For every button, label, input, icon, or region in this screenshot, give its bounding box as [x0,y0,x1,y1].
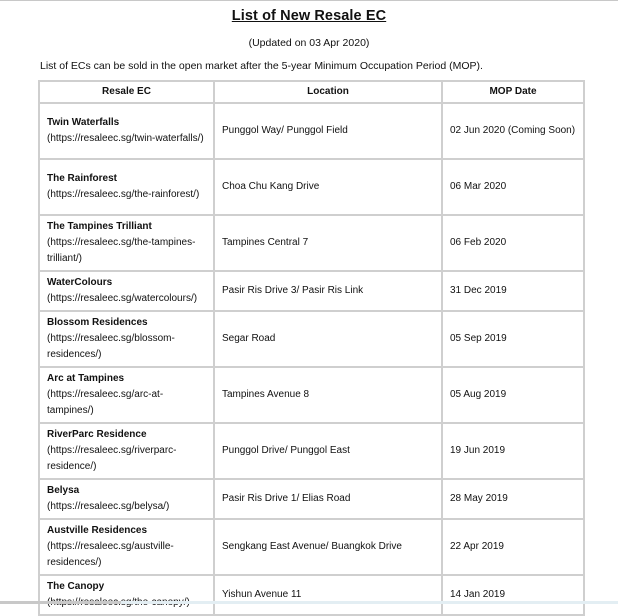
ec-name: The Rainforest [47,173,118,184]
ec-cell [39,271,214,311]
ec-link[interactable]: (https://resaleec.sg/the-tampines-trilliant/) [47,237,196,264]
page-title: List of New Resale EC [231,8,387,24]
mop-date-cell: 19 Jun 2019 [442,423,584,479]
table-row [39,575,584,615]
mop-date-cell: 05 Aug 2019 [442,367,584,423]
ec-cell [39,159,214,215]
ec-link[interactable]: (https://resaleec.sg/blossom-residences/) [47,333,175,360]
table-row [39,103,584,159]
location-cell: Yishun Avenue 11 [214,575,442,615]
ec-name: The Tampines Trilliant [47,221,152,232]
ec-cell [39,519,214,575]
table-row [39,423,584,479]
ec-name: WaterColours [47,277,113,288]
ec-link[interactable]: (https://resaleec.sg/austville-residences/) [47,541,174,568]
ec-name: Blossom Residences [47,317,148,328]
ec-cell [39,215,214,271]
location-cell: Segar Road [214,311,442,367]
location-cell: Choa Chu Kang Drive [214,159,442,215]
resale-ec-table [38,80,585,616]
mop-date-cell: 05 Sep 2019 [442,311,584,367]
ec-name: Austville Residences [47,525,148,536]
ec-cell [39,103,214,159]
table-row [39,519,584,575]
ec-cell [39,575,214,615]
mop-date-cell: 31 Dec 2019 [442,271,584,311]
ec-link[interactable]: (https://resaleec.sg/riverparc-residence/) [47,445,177,472]
table-row [39,479,584,519]
ec-link[interactable]: (https://resaleec.sg/the-rainforest/) [47,189,200,200]
mop-date-cell: 06 Feb 2020 [442,215,584,271]
top-divider [0,0,618,1]
mop-date-cell: 28 May 2019 [442,479,584,519]
mop-date-cell: 14 Jan 2019 [442,575,584,615]
table-header-row [39,81,584,103]
location-cell: Punggol Way/ Punggol Field [214,103,442,159]
mop-date-cell: 02 Jun 2020 (Coming Soon) [442,103,584,159]
mop-date-cell: 06 Mar 2020 [442,159,584,215]
ec-cell [39,479,214,519]
column-header-mop-date: MOP Date [442,81,584,103]
ec-name: Arc at Tampines [47,373,125,384]
column-header-location: Location [214,81,442,103]
location-cell: Tampines Central 7 [214,215,442,271]
location-cell: Pasir Ris Drive 3/ Pasir Ris Link [214,271,442,311]
ec-cell [39,311,214,367]
location-cell: Tampines Avenue 8 [214,367,442,423]
ec-name: Belysa [47,485,80,496]
table-row [39,215,584,271]
table-row [39,367,584,423]
updated-date: (Updated on 03 Apr 2020) [248,37,370,49]
mop-date-cell: 22 Apr 2019 [442,519,584,575]
ec-name: RiverParc Residence [47,429,147,440]
location-cell: Sengkang East Avenue/ Buangkok Drive [214,519,442,575]
table-row [39,271,584,311]
ec-name: Twin Waterfalls [47,117,120,128]
location-cell: Pasir Ris Drive 1/ Elias Road [214,479,442,519]
ec-cell [39,367,214,423]
ec-name: The Canopy [47,581,105,592]
intro-text: List of ECs can be sold in the open market after the 5-year Minimum Occupation Period (MOP). [40,60,483,72]
ec-cell [39,423,214,479]
ec-link[interactable]: (https://resaleec.sg/belysa/) [47,501,170,512]
column-header-resale-ec: Resale EC [39,81,214,103]
ec-link[interactable]: (https://resaleec.sg/arc-at-tampines/) [47,389,164,416]
table-row [39,311,584,367]
table-row [39,159,584,215]
ec-link[interactable]: (https://resaleec.sg/twin-waterfalls/) [47,133,204,144]
ec-link[interactable]: (https://resaleec.sg/watercolours/) [47,293,198,304]
location-cell: Punggol Drive/ Punggol East [214,423,442,479]
